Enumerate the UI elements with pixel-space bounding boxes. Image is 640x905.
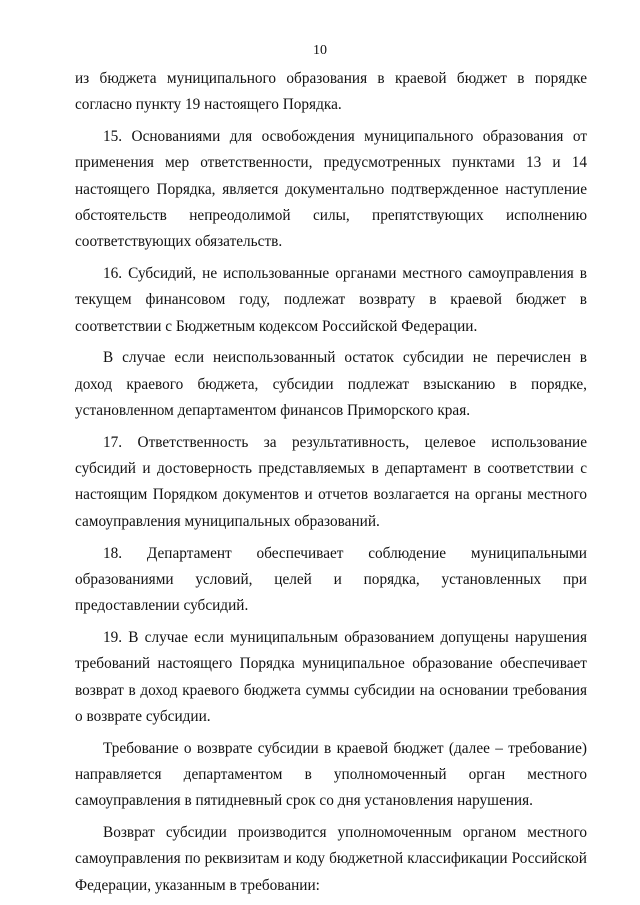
paragraph-15: 15. Основаниями для освобождения муниципального образования от применения мер ответственности, предусмотренных пунктами 13 и 14 настоящего Порядка, является документально подтвержденное наступление обстоятельств непреодолимой силы, препятствующих исполнению соответствующих обязательств. — [75, 128, 587, 251]
paragraph-17: 17. Ответственность за результативность, целевое использование субсидий и достоверность представляемых в департамент в соответствии с настоящим Порядком документов и отчетов возлагается на органы местного самоуправления муниципальных образований. — [75, 433, 587, 530]
paragraph-continuation: из бюджета муниципального образования в краевой бюджет в порядке согласно пункту 19 настоящего Порядка. — [75, 70, 587, 114]
paragraph-19-requirement: Требование о возврате субсидии в краевой бюджет (далее – требование) направляется департаментом в уполномоченный орган местного самоуправления в пятидневный срок со дня установления нарушения. — [75, 739, 587, 810]
paragraph-19: 19. В случае если муниципальным образованием допущены нарушения требований настоящего Порядка муниципальное образование обеспечивает возврат в доход краевого бюджета суммы субсидии на основании требования о возврате субсидии. — [75, 628, 587, 725]
paragraph-16-unused-balance: В случае если неиспользованный остаток субсидии не перечислен в доход краевого бюджета, субсидии подлежат взысканию в порядке, установленном департаментом финансов Приморского края. — [75, 349, 587, 420]
document-body — [75, 66, 587, 904]
page-number: 10 — [313, 43, 327, 58]
paragraph-19-return: Возврат субсидии производится уполномоченным органом местного самоуправления по реквизитам и коду бюджетной классификации Российской Федерации, указанным в требовании: — [75, 824, 587, 894]
paragraph-16: 16. Субсидий, не использованные органами местного самоуправления в текущем финансовом году, подлежат возврату в краевой бюджет в соответствии с Бюджетным кодексом Российской Федерации. — [75, 265, 587, 335]
paragraph-18: 18. Департамент обеспечивает соблюдение муниципальными образованиями условий, целей и порядка, установленных при предоставлении субсидий. — [75, 544, 587, 615]
